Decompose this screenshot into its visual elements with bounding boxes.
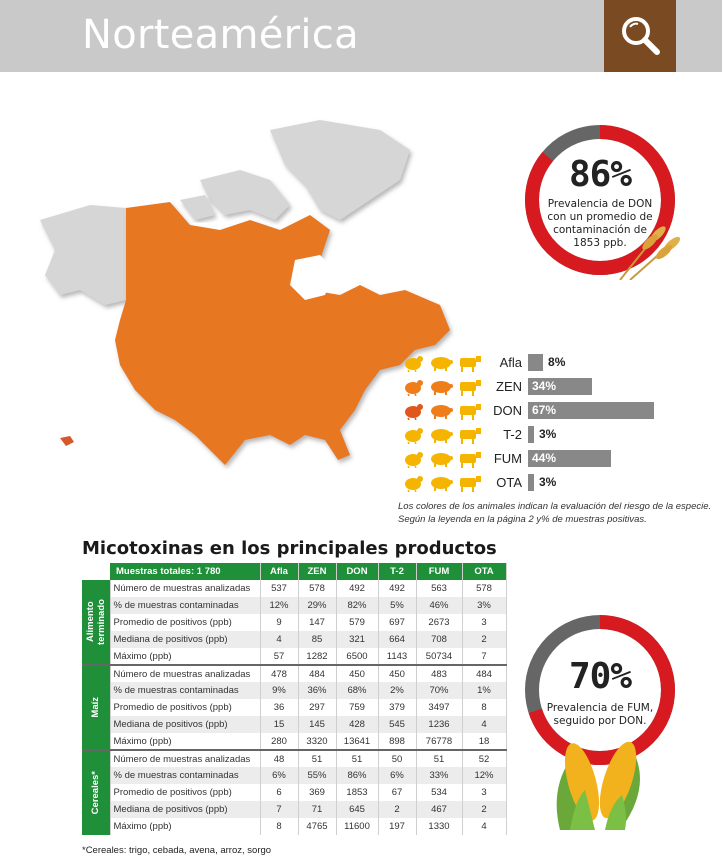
table-cell: 7 xyxy=(462,648,506,665)
alaska-shape xyxy=(40,205,126,305)
table-cell: 1330 xyxy=(416,818,462,835)
pig-icon xyxy=(428,378,454,396)
row-label: % de muestras contaminadas xyxy=(110,597,260,614)
table-cell: 484 xyxy=(462,665,506,682)
legend-row xyxy=(400,376,720,398)
chicken-icon xyxy=(400,426,426,444)
table-cell: 7 xyxy=(260,801,298,818)
row-label: % de muestras contaminadas xyxy=(110,682,260,699)
table-cell: 67 xyxy=(378,784,416,801)
table-cell: 46% xyxy=(416,597,462,614)
table-cell: 6500 xyxy=(336,648,378,665)
table-cell: 8 xyxy=(462,699,506,716)
table-cell: 50 xyxy=(378,750,416,767)
table-row xyxy=(82,733,506,750)
header-bar xyxy=(0,0,722,72)
table-cell: 2673 xyxy=(416,614,462,631)
group-label: Cereales* xyxy=(90,771,102,815)
cow-icon xyxy=(456,450,482,468)
table-cell: 57 xyxy=(260,648,298,665)
row-label: Número de muestras analizadas xyxy=(110,665,260,682)
row-label: Promedio de positivos (ppb) xyxy=(110,784,260,801)
toxin-value: 3% xyxy=(539,475,557,489)
table-row xyxy=(82,818,506,835)
table-cell: 467 xyxy=(416,801,462,818)
pig-icon xyxy=(428,354,454,372)
table-cell: 534 xyxy=(416,784,462,801)
fum-percent: 70% xyxy=(568,656,632,697)
table-cell: 51 xyxy=(336,750,378,767)
table-cell: 51 xyxy=(298,750,336,767)
toxin-value: 8% xyxy=(548,355,566,369)
table-cell: 50734 xyxy=(416,648,462,665)
column-header: DON xyxy=(336,563,378,580)
mycotoxin-table-wrap xyxy=(82,563,506,835)
table-cell: 6% xyxy=(260,767,298,784)
chicken-icon xyxy=(400,402,426,420)
don-description: Prevalencia de DON con un promedio de contaminación de 1853 ppb. xyxy=(547,198,653,249)
group-label-cell xyxy=(82,665,110,750)
group-label-cell xyxy=(82,750,110,835)
chicken-icon xyxy=(400,450,426,468)
row-label: Promedio de positivos (ppb) xyxy=(110,614,260,631)
mycotoxin-table xyxy=(82,563,507,835)
table-cell: 12% xyxy=(260,597,298,614)
table-cell: 3497 xyxy=(416,699,462,716)
table-cell: 71 xyxy=(298,801,336,818)
row-label: Número de muestras analizadas xyxy=(110,580,260,597)
table-cell: 29% xyxy=(298,597,336,614)
toxin-label: OTA xyxy=(496,475,522,490)
column-header: Muestras totales: 1 780 xyxy=(110,563,260,580)
table-row xyxy=(82,750,506,767)
table-cell: 82% xyxy=(336,597,378,614)
table-cell: 708 xyxy=(416,631,462,648)
table-cell: 6% xyxy=(378,767,416,784)
table-cell: 8 xyxy=(260,818,298,835)
column-header: OTA xyxy=(462,563,506,580)
pig-icon xyxy=(428,402,454,420)
table-cell: 13641 xyxy=(336,733,378,750)
column-header: T-2 xyxy=(378,563,416,580)
table-cell: 2 xyxy=(378,801,416,818)
don-percent: 86% xyxy=(568,154,632,195)
toxin-value: 44% xyxy=(532,451,557,465)
footnote: *Cereales: trigo, cebada, avena, arroz, sorgo xyxy=(82,845,272,856)
table-cell: 68% xyxy=(336,682,378,699)
legend-row xyxy=(400,448,720,470)
table-row xyxy=(82,648,506,665)
table-cell: 2 xyxy=(462,631,506,648)
column-header: FUM xyxy=(416,563,462,580)
table-cell: 478 xyxy=(260,665,298,682)
chicken-icon xyxy=(400,354,426,372)
table-cell: 86% xyxy=(336,767,378,784)
section-title: Micotoxinas en los principales productos xyxy=(82,538,497,559)
table-cell: 578 xyxy=(298,580,336,597)
row-label: Mediana de positivos (ppb) xyxy=(110,801,260,818)
table-cell: 450 xyxy=(336,665,378,682)
table-cell: 321 xyxy=(336,631,378,648)
toxin-label: DON xyxy=(493,403,522,418)
table-cell: 197 xyxy=(378,818,416,835)
column-header: Afla xyxy=(260,563,298,580)
row-label: Mediana de positivos (ppb) xyxy=(110,716,260,733)
toxin-value: 34% xyxy=(532,379,557,393)
table-cell: 147 xyxy=(298,614,336,631)
toxin-bar xyxy=(528,354,543,371)
toxin-bar xyxy=(528,426,534,443)
table-cell: 3 xyxy=(462,614,506,631)
toxin-label: Afla xyxy=(499,355,522,370)
group-label-cell xyxy=(82,580,110,665)
table-cell: 2% xyxy=(378,682,416,699)
table-cell: 759 xyxy=(336,699,378,716)
table-cell: 9% xyxy=(260,682,298,699)
table-cell: 492 xyxy=(336,580,378,597)
chicken-icon xyxy=(400,378,426,396)
toxin-label: T-2 xyxy=(503,427,522,442)
table-cell: 492 xyxy=(378,580,416,597)
table-row xyxy=(82,784,506,801)
table-cell: 563 xyxy=(416,580,462,597)
table-row xyxy=(82,682,506,699)
table-cell: 12% xyxy=(462,767,506,784)
table-row xyxy=(82,631,506,648)
row-label: Mediana de positivos (ppb) xyxy=(110,631,260,648)
pig-icon xyxy=(428,426,454,444)
toxin-label: ZEN xyxy=(496,379,522,394)
table-cell: 664 xyxy=(378,631,416,648)
legend-row xyxy=(400,352,720,374)
table-cell: 70% xyxy=(416,682,462,699)
legend-note: Los colores de los animales indican la evaluación del riesgo de la especie. Según la leyenda en la página 2 y% de muestras positivas. xyxy=(398,501,712,525)
hawaii xyxy=(60,436,74,446)
table-cell: 51 xyxy=(416,750,462,767)
table-cell: 280 xyxy=(260,733,298,750)
table-cell: 3% xyxy=(462,597,506,614)
row-label: Máximo (ppb) xyxy=(110,818,260,835)
row-label: Máximo (ppb) xyxy=(110,648,260,665)
table-cell: 85 xyxy=(298,631,336,648)
table-row xyxy=(82,767,506,784)
row-label: Número de muestras analizadas xyxy=(110,750,260,767)
table-row xyxy=(82,716,506,733)
table-cell: 369 xyxy=(298,784,336,801)
table-cell: 55% xyxy=(298,767,336,784)
table-cell: 1143 xyxy=(378,648,416,665)
row-label: Promedio de positivos (ppb) xyxy=(110,699,260,716)
legend-row xyxy=(400,424,720,446)
table-cell: 1282 xyxy=(298,648,336,665)
table-cell: 3 xyxy=(462,784,506,801)
table-cell: 545 xyxy=(378,716,416,733)
table-cell: 4 xyxy=(462,818,506,835)
pig-icon xyxy=(428,450,454,468)
table-cell: 483 xyxy=(416,665,462,682)
cow-icon xyxy=(456,378,482,396)
table-cell: 33% xyxy=(416,767,462,784)
table-row xyxy=(82,665,506,682)
table-cell: 1236 xyxy=(416,716,462,733)
row-label: % de muestras contaminadas xyxy=(110,767,260,784)
search-button[interactable] xyxy=(604,0,676,72)
cow-icon xyxy=(456,354,482,372)
table-cell: 4 xyxy=(462,716,506,733)
table-cell: 9 xyxy=(260,614,298,631)
legend-row xyxy=(400,400,720,422)
magnifier-icon xyxy=(615,11,665,61)
group-label: Alimento terminado xyxy=(84,599,107,645)
table-cell: 52 xyxy=(462,750,506,767)
table-cell: 3320 xyxy=(298,733,336,750)
table-cell: 297 xyxy=(298,699,336,716)
toxin-label: FUM xyxy=(493,451,522,466)
page-title: Norteamérica xyxy=(82,12,359,58)
table-cell: 578 xyxy=(462,580,506,597)
table-cell: 36% xyxy=(298,682,336,699)
column-header: ZEN xyxy=(298,563,336,580)
table-cell: 1853 xyxy=(336,784,378,801)
table-row xyxy=(82,597,506,614)
table-cell: 1% xyxy=(462,682,506,699)
cow-icon xyxy=(456,474,482,492)
table-cell: 48 xyxy=(260,750,298,767)
table-cell: 697 xyxy=(378,614,416,631)
table-cell: 11600 xyxy=(336,818,378,835)
table-cell: 76778 xyxy=(416,733,462,750)
table-cell: 898 xyxy=(378,733,416,750)
table-cell: 537 xyxy=(260,580,298,597)
fum-description: Prevalencia de FUM, seguido por DON. xyxy=(546,702,654,727)
toxin-bar xyxy=(528,474,534,491)
table-cell: 15 xyxy=(260,716,298,733)
table-cell: 2 xyxy=(462,801,506,818)
chicken-icon xyxy=(400,474,426,492)
corn-icon xyxy=(540,730,660,835)
table-header-row xyxy=(82,563,506,580)
table-cell: 145 xyxy=(298,716,336,733)
table-row xyxy=(82,801,506,818)
pig-icon xyxy=(428,474,454,492)
table-cell: 4 xyxy=(260,631,298,648)
table-cell: 450 xyxy=(378,665,416,682)
toxin-value: 3% xyxy=(539,427,557,441)
table-cell: 645 xyxy=(336,801,378,818)
table-cell: 18 xyxy=(462,733,506,750)
table-cell: 379 xyxy=(378,699,416,716)
table-cell: 6 xyxy=(260,784,298,801)
table-row xyxy=(82,614,506,631)
legend-row xyxy=(400,472,720,494)
table-row xyxy=(82,699,506,716)
toxin-value: 67% xyxy=(532,403,557,417)
group-label: Maíz xyxy=(90,697,102,718)
greenland-shape xyxy=(270,120,410,220)
table-cell: 484 xyxy=(298,665,336,682)
table-cell: 579 xyxy=(336,614,378,631)
cow-icon xyxy=(456,426,482,444)
table-row xyxy=(82,580,506,597)
row-label: Máximo (ppb) xyxy=(110,733,260,750)
header-corner xyxy=(82,563,110,580)
table-cell: 36 xyxy=(260,699,298,716)
table-cell: 4765 xyxy=(298,818,336,835)
don-donut-card xyxy=(520,120,680,280)
table-cell: 428 xyxy=(336,716,378,733)
cow-icon xyxy=(456,402,482,420)
table-cell: 5% xyxy=(378,597,416,614)
